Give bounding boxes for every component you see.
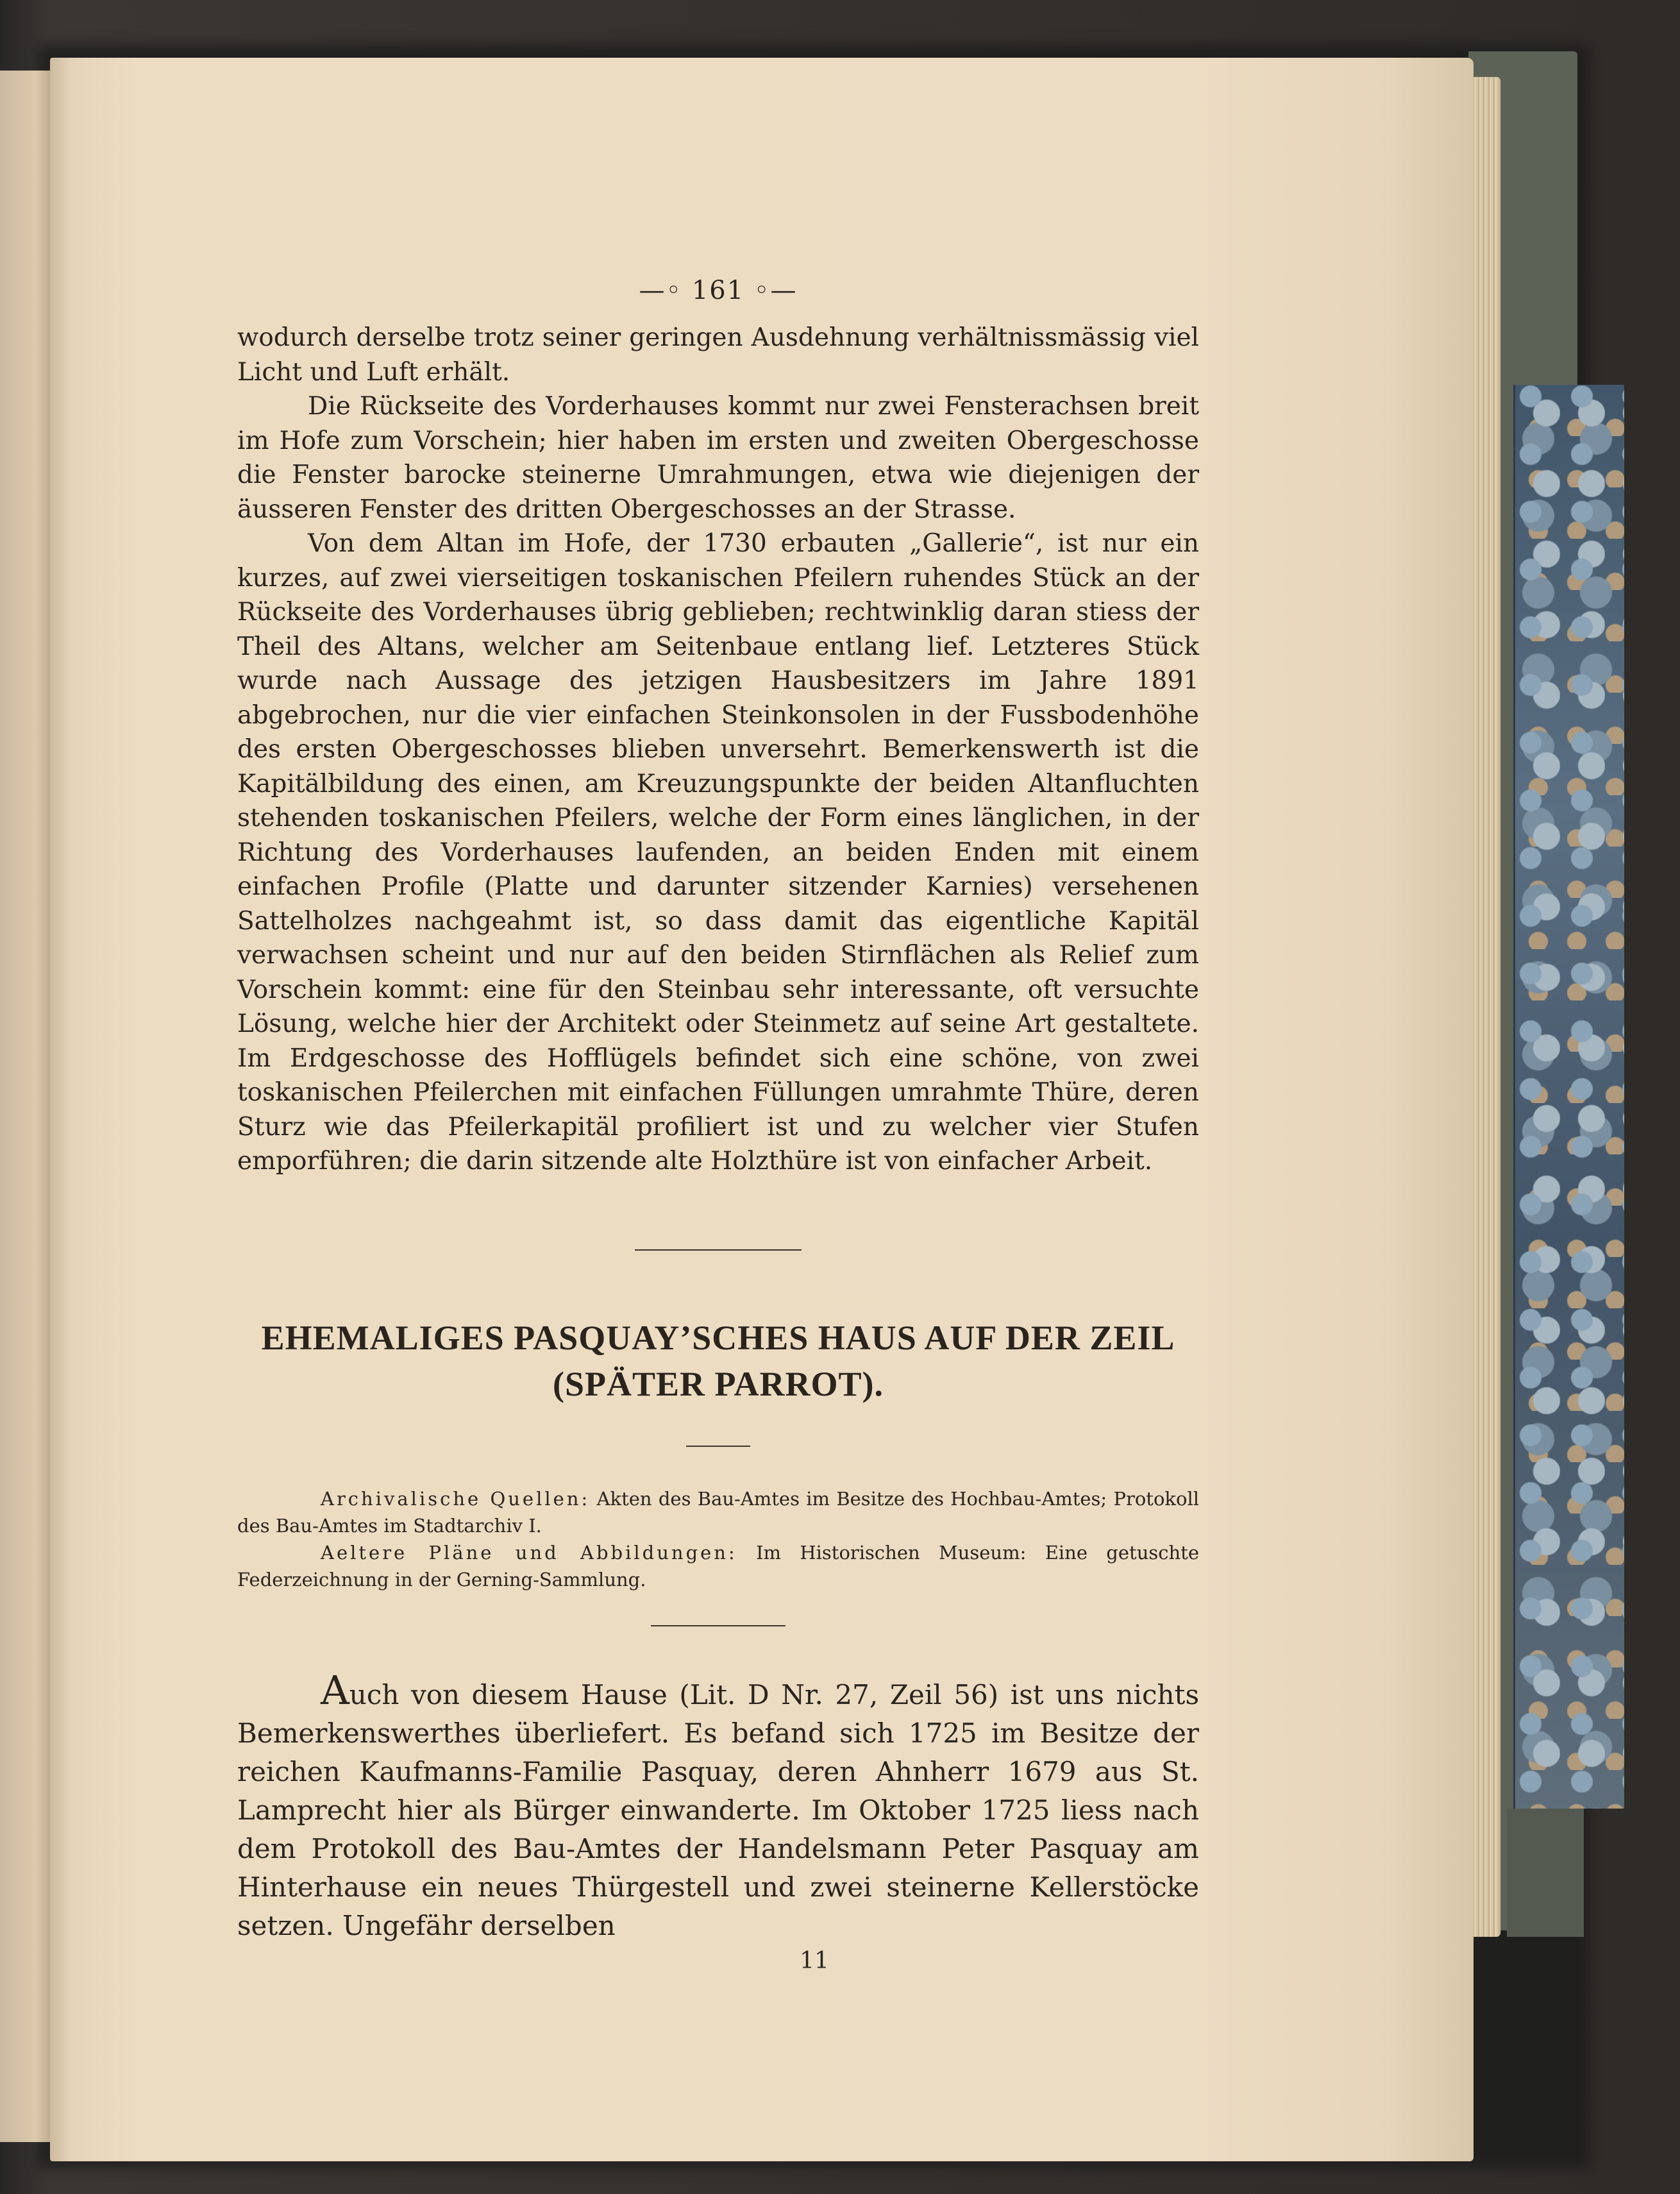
heading-line: EHEMALIGES PASQUAY’SCHES HAUS AUF DER ZEIL [261, 1318, 1175, 1357]
heading-divider [686, 1446, 750, 1447]
paragraph: wodurch derselbe trotz seiner geringen Ausdehnung verhältnissmässig viel Licht und Luft erhält. [237, 323, 1199, 387]
sources-label: Aeltere Pläne und Abbildungen: [321, 1541, 737, 1564]
sources-label: Archivalische Quellen: [321, 1487, 591, 1510]
paragraph: Die Rückseite des Vorderhauses kommt nur zwei Fensterachsen breit im Hofe zum Vorschein; hier haben im ersten und zweiten Obergeschosse die Fenster barocke steinerne Umrahmungen, etwa wie diejenigen der äusseren Fenster des dritten Obergeschosses an der Strasse. [237, 392, 1199, 524]
section-heading [237, 1315, 1199, 1407]
cloth-binding [1507, 1809, 1584, 1937]
section-divider [635, 1249, 802, 1251]
archival-sources [237, 1485, 1199, 1539]
initial-letter: A [321, 1666, 349, 1714]
section-body [237, 1666, 1199, 1945]
heading-line: (SPÄTER PARROT). [552, 1364, 884, 1403]
section-paragraph-text: uch von diesem Hause (Lit. D Nr. 27, Zeil 56) ist uns nichts Bemerkenswerthes überliefert. Es befand sich 1725 im Besitze der reichen Kaufmanns-Familie Pasquay, deren Ahnherr 1679 aus St. Lamprecht hier als Bürger einwanderte. Im Oktober 1725 liess nach dem Protokoll des Bau-Amtes der Handelsmann Peter Pasquay am Hinterhause ein neues Thürgestell und zwei steinerne Kellerstöcke setzen. Ungefähr derselben [237, 1678, 1199, 1941]
body-text [237, 321, 1199, 1179]
paragraph: Von dem Altan im Hofe, der 1730 erbauten „Gallerie“, ist nur ein kurzes, auf zwei vierseitigen toskanischen Pfeilern ruhendes Stück an der Rückseite des Vorderhauses übrig geblieben; rechtwinklig daran stiess der Theil des Altans, welcher am Seitenbaue entlang lief. Letzteres Stück wurde nach Aussage des jetzigen Hausbesitzers im Jahre 1891 abgebrochen, nur die vier einfachen Steinkonsolen in der Fussbodenhöhe des ersten Obergeschosses blieben unversehrt. Bemerkenswerth ist die Kapitälbildung des einen, am Kreuzungspunkte der beiden Altanfluchten stehenden toskanischen Pfeilers, welche der Form eines länglichen, in der Richtung des Vorderhauses laufenden, an beiden Enden mit einem einfachen Profile (Platte und darunter sitzender Karnies) versehenen Sattelholzes nachgeahmt ist, so dass damit das eigentliche Kapitäl verwachsen scheint und nur auf den beiden Stirnflächen als Relief zum Vorschein kommt: eine für den Steinbau sehr interessante, oft versuchte Lösung, welche hier der Architekt oder Steinmetz auf seine Art gestaltete. Im Erdgeschosse des Hofflügels befindet sich eine schöne, von zwei toskanischen Pfeilerchen mit einfachen Füllungen umrahmte Thüre, deren Sturz wie das Pfeilerkapitäl profiliert ist und zu welcher vier Stufen emporführen; die darin sitzende alte Holzthüre ist von einfacher Arbeit. [237, 529, 1199, 1176]
marbled-endpaper [1513, 385, 1624, 1809]
page-text-block [237, 276, 1199, 1974]
page-number: —◦ 161 ◦— [639, 276, 798, 305]
sources-text: Im Historischen Museum: Eine getuschte Federzeichnung in der Gerning-Sammlung. [237, 1541, 1199, 1591]
plan-sources [237, 1539, 1199, 1593]
sources-note [237, 1485, 1199, 1593]
section-paragraph [237, 1666, 1199, 1945]
facing-page-edge [0, 71, 51, 2142]
signature-mark: 11 [800, 1947, 829, 1974]
sources-text: Akten des Bau-Amtes im Besitze des Hochbau-Amtes; Protokoll des Bau-Amtes im Stadtarchiv I. [237, 1487, 1199, 1537]
sources-divider [651, 1625, 785, 1626]
